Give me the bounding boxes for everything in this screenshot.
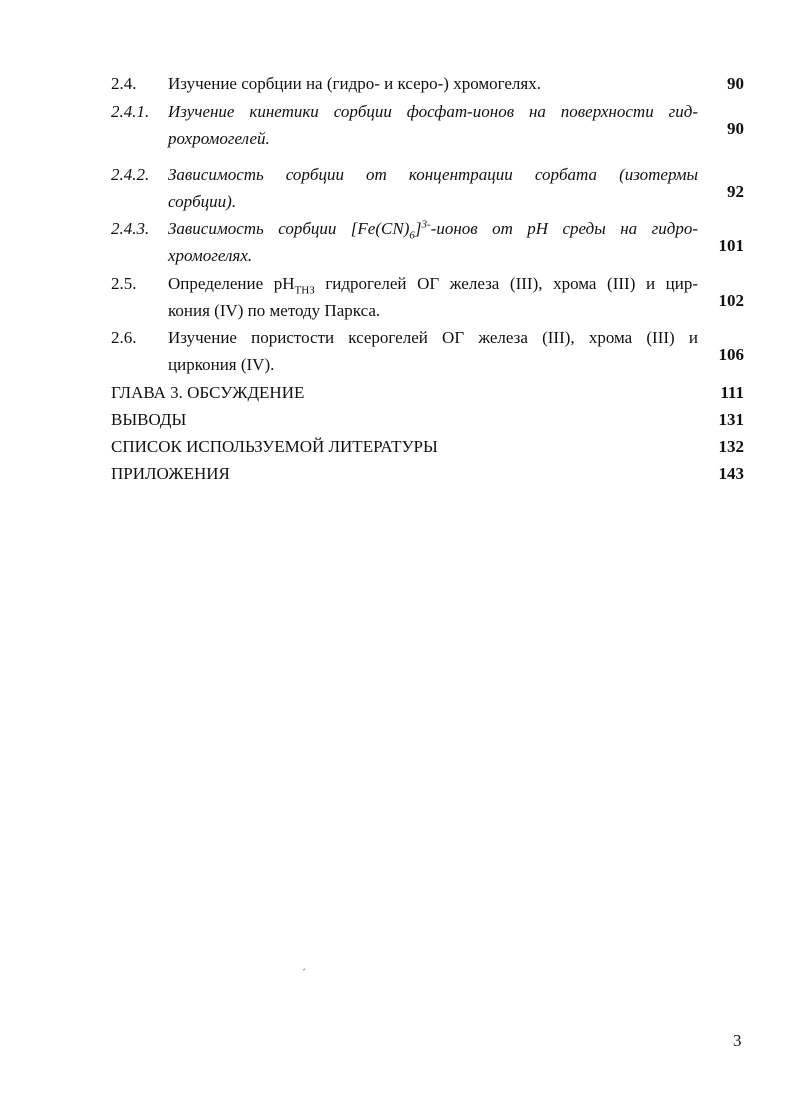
toc-entry-page: 106	[718, 345, 744, 364]
toc-chapter-page: 111	[720, 383, 744, 402]
toc-entry-page: 90	[727, 74, 744, 93]
toc-entry	[111, 98, 744, 152]
toc-entry-title: Изучение сорбции на (гидро- и ксеро-) хромогелях.	[168, 74, 541, 93]
toc-entry-title-line1	[168, 270, 698, 297]
title-text: Определение pH	[168, 274, 295, 293]
toc-chapter-title: ГЛАВА 3. ОБСУЖДЕНИЕ	[111, 383, 305, 402]
toc-entry-number: 2.4.	[111, 74, 137, 93]
toc-entry-number: 2.4.2.	[111, 165, 150, 184]
toc-entry-title-line2: циркония (IV).	[168, 355, 275, 374]
toc-entry	[111, 324, 744, 378]
subscript: ТНЗ	[294, 284, 315, 297]
toc-entry-page: 102	[718, 291, 744, 310]
toc-entry	[111, 215, 744, 269]
toc-chapter	[111, 460, 744, 487]
toc-chapter-page: 143	[718, 464, 744, 483]
toc-entry-title-line1	[168, 215, 698, 242]
toc-entry-number: 2.4.1.	[111, 102, 150, 121]
toc-chapter-page: 131	[718, 410, 744, 429]
toc-entry-title-line2: хромогелях.	[168, 246, 253, 265]
toc-entry-number: 2.6.	[111, 328, 137, 347]
toc-entry-page: 92	[727, 182, 744, 201]
title-text: -ионов от pH среды на гидро-	[430, 219, 699, 238]
toc-chapter-title: ВЫВОДЫ	[111, 410, 187, 429]
title-text: ]	[414, 219, 422, 238]
toc-entry-number: 2.5.	[111, 274, 137, 293]
toc-chapter-title: СПИСОК ИСПОЛЬЗУЕМОЙ ЛИТЕРАТУРЫ	[111, 437, 438, 456]
subscript: 6	[409, 229, 415, 242]
toc-entry-title-line2: сорбции).	[168, 192, 237, 211]
stray-mark: ˊ	[302, 966, 306, 980]
toc-chapter	[111, 379, 744, 406]
toc-chapter	[111, 433, 744, 460]
toc-entry	[111, 270, 744, 324]
toc-entry-number: 2.4.3.	[111, 219, 150, 238]
title-text: Зависимость сорбции [Fe(CN)	[168, 219, 410, 238]
toc-entry-title-line2: кония (IV) по методу Паркса.	[168, 301, 381, 320]
title-text: гидрогелей ОГ железа (III), хрома (III) и цир-	[314, 274, 698, 293]
toc-entry-title-line1: Изучение кинетики сорбции фосфат-ионов на поверхности гид-	[168, 102, 698, 121]
toc-entry-page: 101	[718, 236, 744, 255]
page-number: 3	[733, 1031, 742, 1050]
toc-entry-page: 90	[727, 119, 744, 138]
superscript: 3-	[421, 218, 431, 231]
toc-entry-title-line1: Зависимость сорбции от концентрации сорбата (изотермы	[168, 165, 698, 184]
toc-chapter	[111, 406, 744, 433]
toc-chapter-page: 132	[718, 437, 744, 456]
toc-entry-title-line2: рохромогелей.	[168, 129, 270, 148]
toc-entry-title-line1: Изучение пористости ксерогелей ОГ железа (III), хрома (III) и	[168, 328, 698, 347]
toc-chapter-title: ПРИЛОЖЕНИЯ	[111, 464, 230, 483]
toc-entry	[111, 161, 744, 215]
toc-entry	[111, 70, 744, 97]
